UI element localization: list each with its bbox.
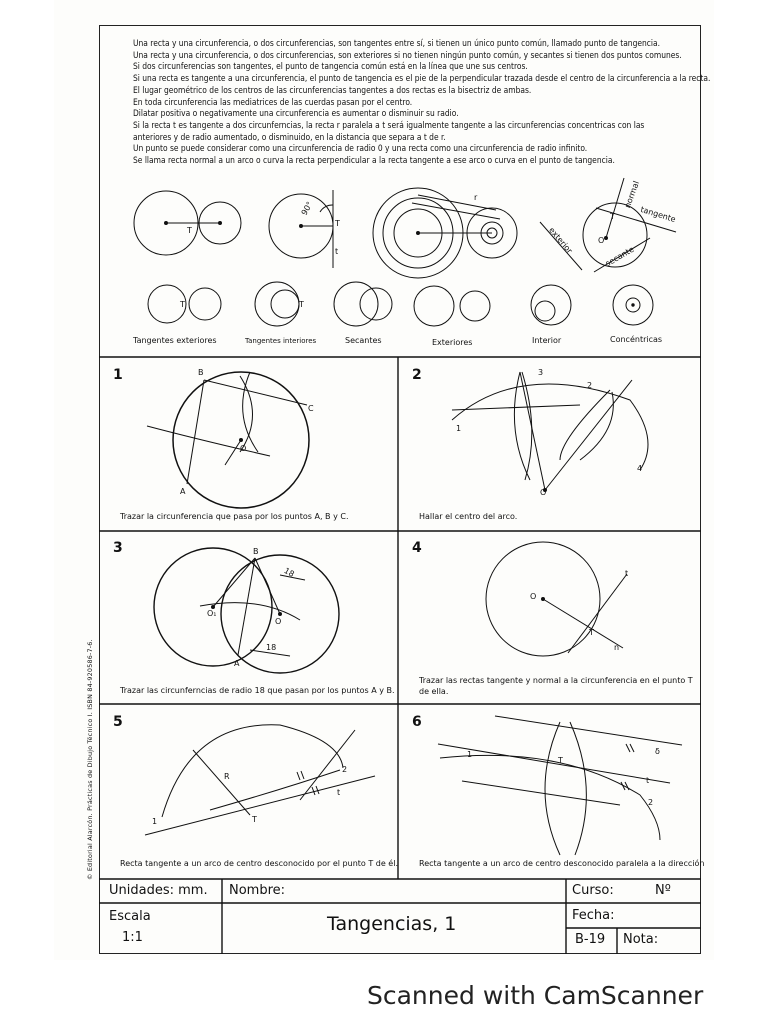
label-18-bottom: 18 xyxy=(266,643,277,652)
intro-line: Una recta y una circunferencia, o dos circunferencias, son tangentes entre sí, si tienen un único punto común, llamado punto de tangencia. xyxy=(133,38,661,48)
exercise-caption: Hallar el centro del arco. xyxy=(419,512,518,521)
label-o: O xyxy=(275,617,282,626)
label-secante: secante xyxy=(603,244,636,269)
label-r: r xyxy=(474,193,478,202)
nombre-label: Nombre: xyxy=(229,883,286,898)
label-o1: O₁ xyxy=(207,609,217,618)
copyright-side-text: © Editorial Alarcón. Prácticas de Dibujo Técnico I. ISBN 84-920586-7-6. xyxy=(86,639,94,880)
exercise-number: 5 xyxy=(113,714,123,730)
label-t-point: T xyxy=(335,219,340,228)
camscanner-footer: Scanned with CamScanner xyxy=(367,981,704,1010)
intro-line: Dilatar positiva o negativamente una circunferencia es aumentar o disminuir su radio. xyxy=(133,108,459,119)
label-t-point-2: T xyxy=(610,212,615,221)
escala-value: 1:1 xyxy=(122,930,143,945)
figure-tangent-line xyxy=(269,190,333,268)
label-t-ext: T xyxy=(180,300,185,309)
label-tl: t xyxy=(625,569,629,578)
label-o: O xyxy=(530,592,537,601)
label-r: R xyxy=(224,772,230,781)
label-b: B xyxy=(198,368,204,377)
label-tangentes-exteriores: Tangentes exteriores xyxy=(133,336,217,345)
label-a: A xyxy=(180,487,186,496)
label-t: T xyxy=(558,756,563,765)
label-1: 1 xyxy=(152,817,158,826)
label-b: B xyxy=(253,547,259,556)
label-4: 4 xyxy=(637,464,643,473)
label-t-tangent: T xyxy=(187,226,192,235)
figure-dilated-circles xyxy=(373,188,517,278)
label-2: 2 xyxy=(648,798,654,807)
label-1: 1 xyxy=(467,750,473,759)
label-o: O xyxy=(598,236,605,245)
figure-tangent-circles xyxy=(134,191,241,255)
label-tl: t xyxy=(646,776,650,785)
label-t: T xyxy=(252,815,257,824)
intro-line: Un punto se puede considerar como una circunferencia de radio 0 y una recta como una circunferencia de radio infinito. xyxy=(133,143,588,154)
intro-line: En toda circunferencia las mediatrices de las cuerdas pasan por el centro. xyxy=(133,96,413,107)
label-2: 2 xyxy=(342,765,348,774)
intro-line: Una recta y una circunferencia, o dos circunferencias, son exteriores si no tienen ningún punto común, y secantes si tienen dos puntos comunes. xyxy=(133,49,682,60)
label-normal: normal xyxy=(622,179,642,210)
exercise-1-drawing xyxy=(147,372,309,508)
escala-label: Escala xyxy=(109,909,151,924)
label-t-int: T xyxy=(299,300,304,309)
label-secantes: Secantes xyxy=(345,336,382,345)
exercise-number: 1 xyxy=(113,367,123,383)
label-delta: δ xyxy=(655,747,660,756)
intro-line: Si la recta t es tangente a dos circunferncias, la recta r paralela a t será igualmente tangente a las circunferencias concentricas con las xyxy=(133,119,645,130)
label-1: 1 xyxy=(456,424,462,433)
numero-label: Nº xyxy=(655,883,671,898)
label-tl: t xyxy=(337,788,341,797)
exercise-number: 2 xyxy=(412,367,422,383)
label-concentricas: Concéntricas xyxy=(610,335,663,344)
exercise-caption: Trazar la circunferencia que pasa por los puntos A, B y C. xyxy=(120,512,349,521)
curso-label: Curso: xyxy=(572,883,614,898)
label-90-degrees: 90° xyxy=(299,200,315,217)
exercise-number: 4 xyxy=(412,540,422,556)
intro-line: El lugar geométrico de los centros de las circunferencias tangentes a dos rectas es la bisectriz de ambas. xyxy=(133,84,532,95)
label-a: A xyxy=(234,659,240,668)
label-t: T xyxy=(589,628,594,637)
exercise-6-drawing xyxy=(438,716,682,855)
intro-line: anteriores y de radio aumentado, o disminuido, en la distancia que separa a t de r. xyxy=(133,131,446,142)
exercise-3-drawing xyxy=(154,548,339,673)
intro-line: Se llama recta normal a un arco o curva la recta perpendicular a la recta tangente a ese arco o curva en el punto de tangencia. xyxy=(133,155,615,166)
exercise-caption: Recta tangente a un arco de centro desconocido paralela a la dirección xyxy=(419,859,705,868)
label-n: n xyxy=(614,643,620,652)
exercise-caption: Trazar las rectas tangente y normal a la circunferencia en el punto T xyxy=(419,676,693,685)
fecha-label: Fecha: xyxy=(572,908,615,923)
label-o: O xyxy=(540,488,547,497)
label-t-line: t xyxy=(335,247,339,256)
exercise-caption: Trazar las circunferncias de radio 18 que pasan por los puntos A y B. xyxy=(120,686,395,695)
exercise-caption: Recta tangente a un arco de centro desconocido por el punto T de él. xyxy=(120,859,398,868)
unidades-label: Unidades: mm. xyxy=(109,883,208,898)
label-18-top: 18 xyxy=(282,566,296,579)
exercise-number: 3 xyxy=(113,540,123,556)
label-interior: Interior xyxy=(532,336,562,345)
label-tangente: tangente xyxy=(639,204,677,225)
sheet-code: B-19 xyxy=(575,932,606,947)
grid-lines xyxy=(99,357,701,879)
exercise-5-drawing xyxy=(145,725,375,835)
exercise-number: 6 xyxy=(412,714,422,730)
intro-line: Si una recta es tangente a una circunferencia, el punto de tangencia es el pie de la perpendicular trazada desde el centro de la circunferencia a la recta. xyxy=(133,73,711,84)
nota-label: Nota: xyxy=(623,932,659,947)
page-title: Tangencias, 1 xyxy=(327,913,457,935)
exercise-4-drawing xyxy=(486,542,627,656)
label-exteriores: Exteriores xyxy=(432,338,473,347)
label-tangentes-interiores: Tangentes interiores xyxy=(245,337,317,345)
label-2: 2 xyxy=(587,381,593,390)
exercise-2-drawing xyxy=(452,372,648,492)
intro-line: Si dos circunferencias son tangentes, el punto de tangencia común está en la línea que une sus centros. xyxy=(133,61,528,72)
label-exterior: exterior xyxy=(547,225,575,256)
label-3: 3 xyxy=(538,368,544,377)
label-c: C xyxy=(308,404,314,413)
label-o: O xyxy=(240,444,247,453)
relative-positions xyxy=(148,282,653,326)
exercise-caption-line2: de ella. xyxy=(419,687,449,696)
